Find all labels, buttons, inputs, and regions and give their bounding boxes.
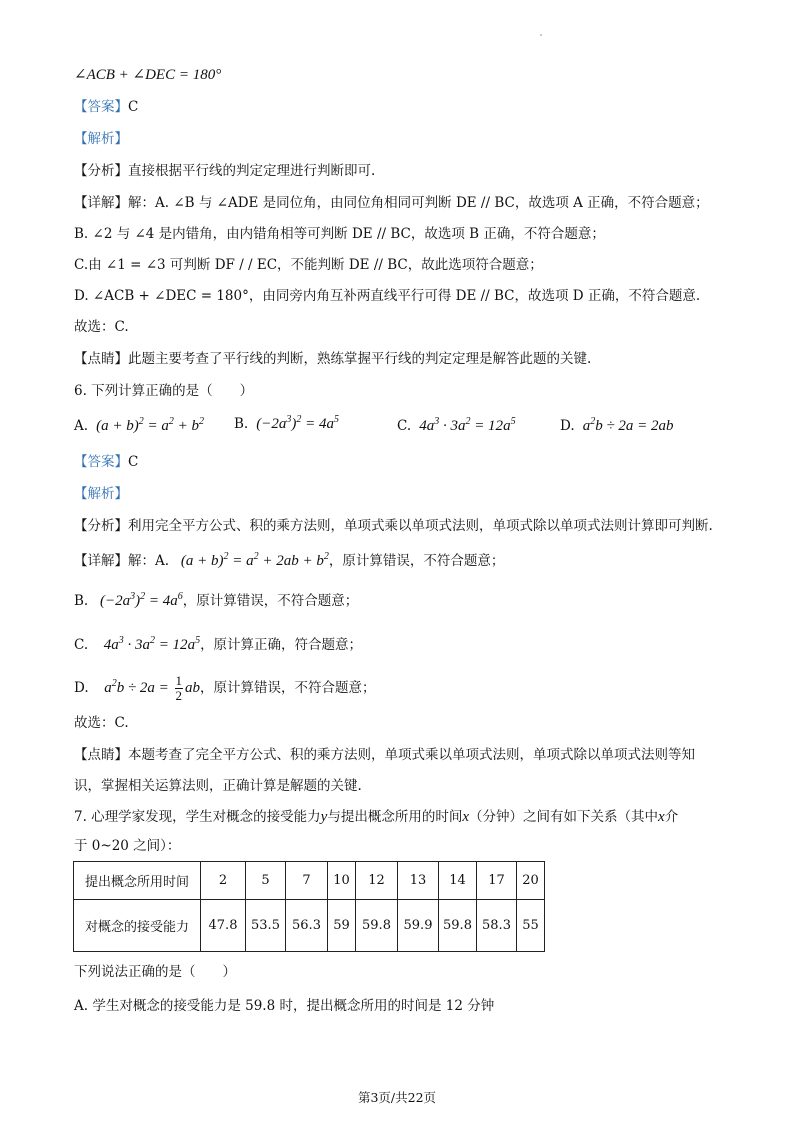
q7-stem-part1: 7. 心理学家发现，学生对概念的接受能力	[74, 809, 321, 825]
q6-detail-tag: 【详解】	[74, 553, 128, 569]
answer-line	[74, 97, 138, 117]
table-cell: 58.3	[477, 900, 517, 952]
q6-fenxi-text: 利用完全平方公式、积的乘方法则，单项式乘以单项式法则，单项式除以单项式法则计算即可判断.	[128, 518, 713, 534]
detail-d-line: D. ∠ACB + ∠DEC = 180°，由同旁内角互补两直线平行可得 DE // BC，故选项 D 正确，不符合题意.	[74, 288, 701, 304]
choose-line: 故选：C.	[74, 319, 129, 335]
table-cell: 59	[328, 900, 356, 952]
table-cell: 17	[477, 862, 517, 900]
scan-speck	[540, 34, 542, 36]
detail-tag: 【详解】	[74, 195, 128, 211]
q6-option-d-label: D.	[560, 418, 575, 434]
fenxi-tag: 【分析】	[74, 163, 128, 179]
q6-option-b-label: B.	[234, 416, 249, 432]
table-cell: 12	[356, 862, 398, 900]
q6-option-d	[560, 415, 674, 437]
table-cell: 2	[201, 862, 246, 900]
q6-comment-text1: 本题考查了完全平方公式、积的乘方法则，单项式乘以单项式法则，单项式除以单项式法则等知	[128, 747, 695, 763]
fenxi-text: 直接根据平行线的判定定理进行判断即可.	[128, 163, 376, 179]
table-cell: 59.9	[398, 900, 439, 952]
answer-tag: 【答案】	[74, 99, 128, 115]
option-d-formula: ∠ACB + ∠DEC = 180°	[74, 67, 222, 83]
q6-stem: 6. 下列计算正确的是（ ）	[74, 383, 254, 399]
comment-tag: 【点睛】	[74, 351, 128, 367]
detail-a-line	[74, 193, 709, 213]
table-cell: 59.8	[439, 900, 477, 952]
q6-option-c	[397, 415, 516, 437]
fraction-one-half: $\frac{1}{2}$	[175, 673, 183, 703]
table-row-time	[74, 862, 545, 900]
comment-text: 此题主要考查了平行线的判断，熟练掌握平行线的判定定理是解答此题的关键.	[128, 351, 592, 367]
q6-detail-b	[74, 590, 358, 612]
q6-detail-a-formula: $(a + b)^2 = a^2 + 2ab + b^2$	[173, 551, 329, 569]
table-header-time: 提出概念所用时间	[74, 862, 201, 900]
q7-prompt: 下列说法正确的是（ ）	[74, 964, 236, 980]
q6-option-b-formula: $(-2a^3)^2 = 4a^5$	[252, 414, 340, 432]
q6-option-c-label: C.	[397, 418, 412, 434]
q7-stem-line2: 于 0~20 之间）：	[74, 838, 181, 854]
q7-data-table	[73, 861, 545, 952]
comment-line	[74, 349, 591, 369]
q6-detail-prefix: 解：A.	[128, 553, 170, 569]
q6-detail-d-tail: ，原计算错误，不符合题意；	[200, 679, 376, 696]
q6-option-d-formula: $a^2b \div 2a = 2ab$	[582, 416, 674, 434]
q6-detail-b-tail: ，原计算错误，不符合题意；	[182, 593, 359, 609]
table-header-ability: 对概念的接受能力	[74, 900, 201, 952]
q6-answer-value: C	[128, 454, 139, 470]
fenxi-line	[74, 161, 375, 181]
q6-fenxi-line	[74, 516, 713, 536]
q6-comment-tag: 【点睛】	[74, 747, 128, 763]
q6-option-c-formula: $4a^3 \cdot 3a^2 = 12a^5$	[415, 416, 516, 434]
q6-detail-c-formula: $4a^3 \cdot 3a^2 = 12a^5$	[92, 635, 201, 653]
q7-option-a: A. 学生对概念的接受能力是 59.8 时，提出概念所用的时间是 12 分钟	[74, 998, 495, 1014]
var-x-2: x	[658, 809, 665, 825]
detail-a-text: 解：A. ∠B 与 ∠ADE 是同位角，由同位角相同可判断 DE // BC，故选项 A 正确，不符合题意；	[128, 195, 709, 211]
table-cell: 5	[246, 862, 286, 900]
q7-stem-line1	[74, 807, 678, 827]
q6-comment-line1	[74, 745, 695, 765]
q7-stem-part2: 与提出概念所用的时间	[327, 809, 463, 825]
table-cell: 47.8	[201, 900, 246, 952]
table-cell: 59.8	[356, 900, 398, 952]
table-cell: 7	[286, 862, 328, 900]
q7-stem-part4: 介	[664, 809, 679, 825]
var-x: x	[462, 809, 470, 825]
table-cell: 14	[439, 862, 477, 900]
q6-option-a	[74, 415, 204, 437]
table-cell: 55	[517, 900, 545, 952]
q6-fenxi-tag: 【分析】	[74, 518, 128, 534]
q6-detail-a	[74, 550, 504, 572]
q6-analysis-tag: 【解析】	[74, 486, 128, 502]
table-cell: 20	[517, 862, 545, 900]
page-footer: 第3页/共22页	[357, 1090, 437, 1105]
detail-c-line: C.由 ∠1 = ∠3 可判断 DF / / EC，不能判断 DE // BC，故此选项符合题意；	[74, 257, 543, 273]
q6-detail-c	[74, 634, 362, 656]
q7-stem-part3: （分钟）之间有如下关系（其中	[469, 809, 659, 825]
var-y: y	[320, 809, 328, 825]
q6-detail-d-formula: $a^2b \div 2a$ = $\frac{1}{2}$ ab	[104, 673, 201, 703]
table-cell: 10	[328, 862, 356, 900]
q6-detail-c-label: C.	[74, 637, 89, 653]
q6-choose: 故选：C.	[74, 715, 129, 731]
answer-value: C	[128, 99, 139, 115]
table-row-ability	[74, 900, 545, 952]
analysis-tag: 【解析】	[74, 131, 128, 147]
q6-option-a-label: A.	[74, 418, 89, 434]
q6-option-b	[234, 413, 339, 435]
q6-detail-a-tail: ，原计算错误，不符合题意；	[328, 553, 505, 569]
q6-answer-line	[74, 452, 138, 472]
q6-option-a-formula: $(a + b)^2 = a^2 + b^2$	[92, 416, 204, 434]
detail-b-line: B. ∠2 与 ∠4 是内错角，由内错角相等可判断 DE // BC，故选项 B 正确，不符合题意；	[74, 226, 605, 242]
table-cell: 13	[398, 862, 439, 900]
q6-detail-d	[74, 674, 376, 703]
q6-detail-b-label: B.	[74, 593, 89, 609]
q6-detail-c-tail: ，原计算正确，符合题意；	[200, 637, 363, 653]
table-cell: 53.5	[246, 900, 286, 952]
q6-answer-tag: 【答案】	[74, 454, 128, 470]
q6-detail-b-formula: $(-2a^3)^2 = 4a^6$	[92, 591, 183, 609]
q6-comment-line2: 识，掌握相关运算法则，正确计算是解题的关键.	[74, 778, 362, 794]
table-cell: 56.3	[286, 900, 328, 952]
q6-detail-d-label: D.	[74, 679, 89, 696]
